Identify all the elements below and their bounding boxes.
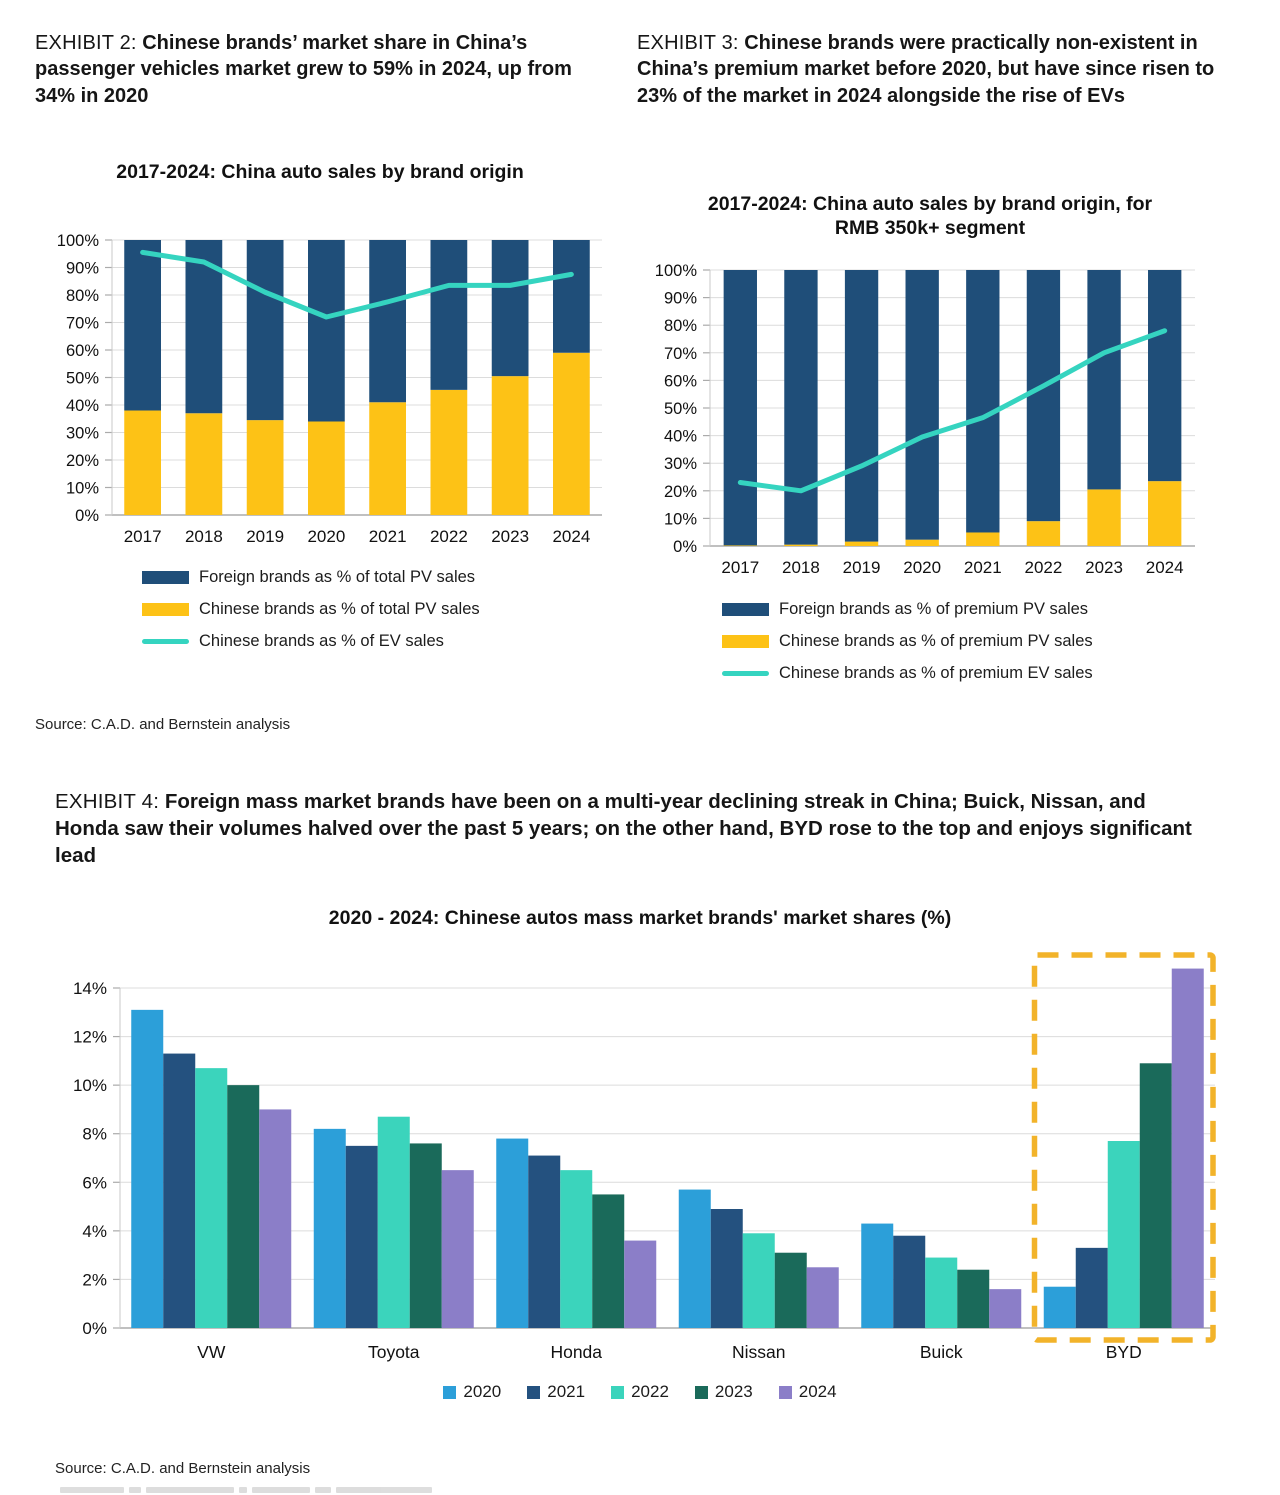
y-tick-label: 60%: [663, 372, 697, 391]
legend-swatch: [722, 671, 769, 676]
grouped-bar: [807, 1267, 839, 1328]
y-tick-label: 6%: [82, 1173, 107, 1193]
chart2-legend: [722, 600, 1093, 683]
grouped-bar: [195, 1068, 227, 1328]
grouped-bar: [1044, 1287, 1076, 1328]
x-tick-label: 2023: [1085, 558, 1123, 577]
grouped-bar: [346, 1146, 378, 1328]
x-tick-label: 2022: [429, 527, 468, 546]
grouped-bar: [925, 1258, 957, 1328]
y-tick-label: 20%: [663, 482, 697, 501]
legend-swatch: [527, 1386, 540, 1399]
legend-item: [142, 600, 480, 619]
legend-label: Chinese brands as % of premium PV sales: [779, 632, 1093, 650]
y-tick-label: 4%: [82, 1221, 107, 1241]
stacked-bar-segment: [369, 402, 406, 515]
legend-swatch: [722, 635, 769, 648]
y-tick-label: 80%: [663, 317, 697, 336]
stacked-bar-segment: [124, 411, 161, 516]
legend-swatch: [142, 603, 189, 616]
stacked-bar-segment: [369, 240, 406, 402]
grouped-bar: [442, 1170, 474, 1328]
y-tick-label: 90%: [663, 289, 697, 308]
exhibit4-label: EXHIBIT 4:: [55, 790, 160, 813]
y-tick-label: 40%: [663, 427, 697, 446]
grouped-bar: [163, 1054, 195, 1328]
stacked-bar-segment: [492, 376, 529, 515]
stacked-bar-segment: [247, 420, 284, 515]
grouped-bar: [410, 1143, 442, 1328]
y-tick-label: 90%: [65, 259, 99, 278]
x-tick-label: 2022: [1024, 558, 1063, 577]
grouped-bar: [711, 1209, 743, 1328]
y-tick-label: 70%: [663, 344, 697, 363]
legend-item: [142, 632, 480, 651]
stacked-bar-segment: [724, 270, 757, 545]
legend-swatch: [722, 603, 769, 616]
legend-label: 2020: [463, 1382, 502, 1401]
grouped-bar: [496, 1139, 528, 1328]
grouped-bar: [378, 1117, 410, 1328]
legend-label: Foreign brands as % of premium PV sales: [779, 600, 1089, 618]
grouped-bar: [314, 1129, 346, 1328]
stacked-bar-segment: [308, 422, 345, 516]
x-tick-label: 2018: [782, 558, 820, 577]
y-tick-label: 50%: [65, 369, 99, 388]
y-tick-label: 100%: [56, 232, 99, 250]
y-tick-label: 40%: [65, 397, 99, 415]
legend-label: 2022: [631, 1382, 669, 1401]
grouped-bar: [743, 1233, 775, 1328]
exhibit2-label: EXHIBIT 2:: [35, 32, 137, 54]
legend-item: [443, 1382, 501, 1402]
stacked-bar-segment: [1148, 481, 1181, 546]
stacked-bar-segment: [845, 270, 878, 542]
grouped-bar: [957, 1270, 989, 1328]
grouped-bar: [1140, 1063, 1172, 1328]
legend-swatch: [779, 1386, 792, 1399]
exhibit4-heading: [55, 788, 1203, 869]
stacked-bar-segment: [492, 240, 529, 376]
x-tick-label: VW: [197, 1342, 226, 1362]
legend-label: Foreign brands as % of total PV sales: [199, 568, 476, 586]
grouped-bar: [528, 1156, 560, 1328]
legend-swatch: [695, 1386, 708, 1399]
grouped-bar: [624, 1241, 656, 1328]
stacked-bar-segment: [431, 240, 468, 390]
source-note-bottom: Source: C.A.D. and Bernstein analysis: [55, 1460, 311, 1477]
source-note-top: Source: C.A.D. and Bernstein analysis: [35, 716, 291, 733]
x-tick-label: 2020: [903, 558, 942, 577]
y-tick-label: 10%: [65, 479, 99, 498]
legend-label: 2021: [547, 1382, 586, 1401]
y-tick-label: 20%: [65, 452, 99, 470]
legend-swatch: [142, 571, 189, 584]
legend-item: [611, 1382, 669, 1402]
legend-item: [779, 1382, 837, 1402]
legend-item: [722, 632, 1093, 651]
y-tick-label: 30%: [65, 424, 99, 443]
stacked-bar-segment: [784, 270, 817, 545]
chart3-title: 2020 - 2024: Chinese autos mass market brands' market shares (%): [328, 907, 952, 929]
legend-swatch: [142, 639, 189, 644]
exhibit4-title: Foreign mass market brands have been on a multi-year declining streak in China; Buick, Nissan, and Honda saw their volumes halved over the past 5 years; on the other hand, BYD rose to the top and enjoys significant lead: [55, 790, 1192, 868]
x-tick-label: 2020: [307, 527, 346, 546]
x-tick-label: Nissan: [732, 1342, 786, 1362]
stacked-bar-segment: [431, 390, 468, 515]
stacked-bar-segment: [1027, 521, 1060, 546]
legend-label: Chinese brands as % of EV sales: [199, 632, 444, 650]
stacked-bar-segment: [247, 240, 284, 420]
y-tick-label: 0%: [82, 1319, 107, 1338]
grouped-bar: [775, 1253, 807, 1328]
stacked-bar-segment: [1148, 270, 1181, 481]
chart3-svg: [55, 943, 1225, 1383]
y-tick-label: 10%: [72, 1076, 107, 1096]
y-tick-label: 10%: [663, 510, 697, 529]
y-tick-label: 2%: [82, 1270, 107, 1290]
x-tick-label: 2018: [184, 527, 223, 546]
legend-label: 2023: [714, 1382, 753, 1401]
legend-swatch: [611, 1386, 624, 1399]
grouped-bar: [861, 1224, 893, 1328]
y-tick-label: 60%: [65, 342, 99, 360]
x-tick-label: 2017: [123, 527, 162, 546]
chart1-svg: [40, 222, 620, 582]
stacked-bar-segment: [724, 545, 757, 546]
exhibit2-title: Chinese brands’ market share in China’s passenger vehicles market grew to 59% in 2024, up from 34% in 2020: [35, 32, 572, 107]
stacked-bar-segment: [906, 540, 939, 546]
x-tick-label: 2021: [368, 527, 407, 546]
cropped-next-exhibit-fragment: [60, 1487, 432, 1493]
y-tick-label: 12%: [72, 1027, 107, 1047]
stacked-bar-segment: [1087, 270, 1120, 489]
legend-item: [722, 600, 1093, 619]
legend-label: 2024: [798, 1382, 837, 1401]
legend-label: Chinese brands as % of premium EV sales: [779, 664, 1093, 682]
y-tick-label: 100%: [654, 262, 697, 280]
stacked-bar-segment: [1087, 489, 1120, 546]
stacked-bar-segment: [906, 270, 939, 540]
y-tick-label: 14%: [72, 979, 107, 998]
legend-label: Chinese brands as % of total PV sales: [199, 600, 480, 618]
y-tick-label: 0%: [673, 538, 697, 556]
x-tick-label: 2019: [842, 558, 881, 577]
x-tick-label: Honda: [550, 1342, 603, 1362]
grouped-bar: [1172, 969, 1204, 1328]
stacked-bar-segment: [845, 542, 878, 546]
x-tick-label: Toyota: [367, 1342, 420, 1362]
y-tick-label: 30%: [663, 455, 697, 474]
grouped-bar: [259, 1109, 291, 1328]
stacked-bar-segment: [124, 240, 161, 411]
x-tick-label: Buick: [919, 1342, 963, 1362]
y-tick-label: 0%: [75, 507, 99, 525]
legend-item: [527, 1382, 585, 1402]
legend-swatch: [443, 1386, 456, 1399]
x-tick-label: 2024: [552, 527, 591, 546]
grouped-bar: [227, 1085, 259, 1328]
grouped-bar: [592, 1194, 624, 1328]
exhibit3-label: EXHIBIT 3:: [637, 32, 739, 54]
stacked-bar-segment: [186, 413, 223, 515]
grouped-bar: [679, 1190, 711, 1328]
grouped-bar: [560, 1170, 592, 1328]
grouped-bar: [1076, 1248, 1108, 1328]
x-tick-label: 2021: [963, 558, 1002, 577]
exhibit3-title: Chinese brands were practically non-existent in China’s premium market before 2020, but have since risen to 23% of the market in 2024 alongside the rise of EVs: [637, 32, 1215, 107]
x-tick-label: 2024: [1145, 558, 1184, 577]
chart2-svg: [640, 250, 1220, 610]
stacked-bar-segment: [966, 532, 999, 546]
stacked-bar-segment: [553, 353, 590, 515]
x-tick-label: 2017: [721, 558, 760, 577]
exhibit2-heading: [35, 30, 613, 109]
grouped-bar: [131, 1010, 163, 1328]
x-tick-label: 2023: [491, 527, 530, 546]
stacked-bar-segment: [784, 545, 817, 546]
grouped-bar: [1108, 1141, 1140, 1328]
legend-item: [722, 664, 1093, 683]
stacked-bar-segment: [308, 240, 345, 422]
grouped-bar: [893, 1236, 925, 1328]
legend-item: [695, 1382, 753, 1402]
chart3-legend: [0, 1382, 1280, 1402]
stacked-bar-segment: [553, 240, 590, 353]
exhibit3-heading: [637, 30, 1225, 109]
chart1-title: 2017-2024: China auto sales by brand origin: [116, 161, 524, 183]
y-tick-label: 8%: [82, 1124, 107, 1144]
grouped-bar: [989, 1289, 1021, 1328]
y-tick-label: 70%: [65, 314, 99, 333]
stacked-bar-segment: [1027, 270, 1060, 521]
y-tick-label: 50%: [663, 400, 697, 418]
x-tick-label: BYD: [1105, 1342, 1142, 1362]
chart2-title: 2017-2024: China auto sales by brand origin, for RMB 350k+ segment: [707, 193, 1153, 240]
y-tick-label: 80%: [65, 287, 99, 305]
legend-item: [142, 568, 480, 587]
stacked-bar-segment: [966, 270, 999, 532]
chart1-legend: [142, 568, 480, 651]
x-tick-label: 2019: [246, 527, 285, 546]
